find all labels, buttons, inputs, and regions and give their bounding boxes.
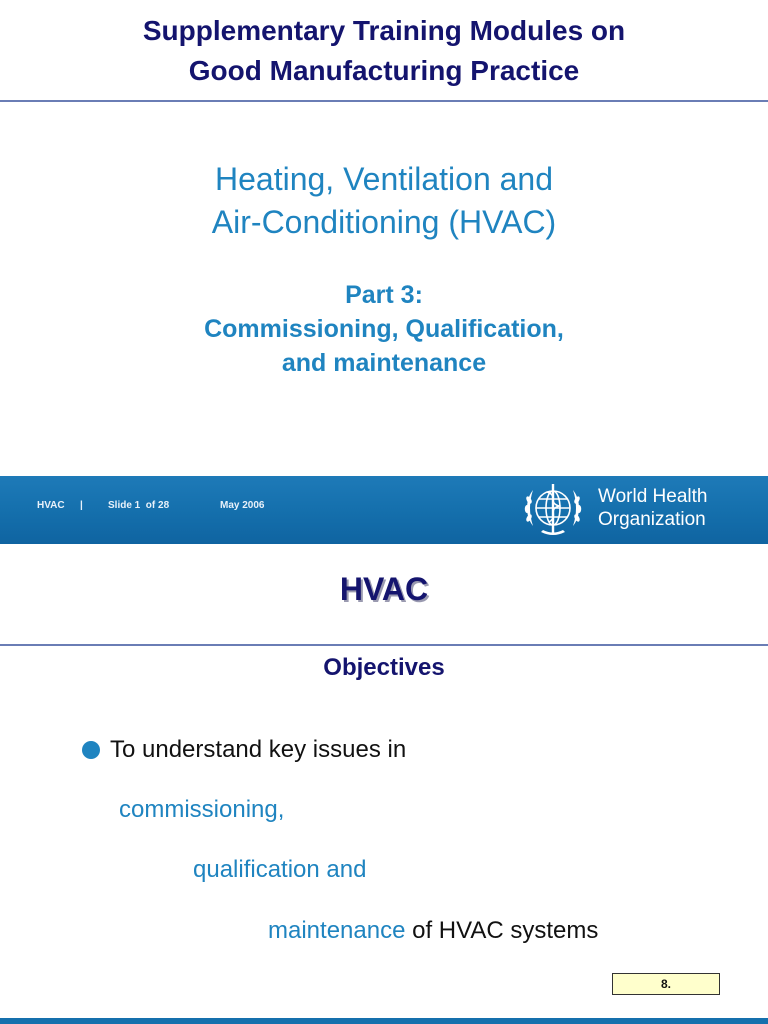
- footer-date: May 2006: [220, 500, 265, 511]
- slide2-heading: Objectives: [323, 654, 445, 681]
- header-divider: [0, 100, 768, 102]
- objective-line-4-highlight: maintenance: [268, 917, 406, 944]
- footer-module: HVAC: [37, 500, 65, 511]
- subtitle-line-2: Commissioning, Qualification,: [204, 315, 564, 343]
- who-organization-name: [598, 485, 707, 531]
- slide1-title: [0, 158, 768, 244]
- who-emblem-icon: [521, 478, 585, 540]
- org-line-1: World Health: [598, 486, 708, 507]
- subtitle-line-1: Part 3:: [345, 281, 423, 309]
- title-line-1: Heating, Ventilation and: [214, 161, 554, 197]
- slide2-title: HVAC: [339, 571, 429, 607]
- slide2-divider: [0, 644, 768, 646]
- footer-slide-number: Slide 1 of 28: [108, 500, 170, 511]
- slide1-header: [0, 0, 768, 100]
- objective-line-1: To understand key issues in: [110, 736, 407, 763]
- slide2-footer-band: [0, 1018, 768, 1024]
- header-line-1: Supplementary Training Modules on: [142, 15, 626, 46]
- title-line-2: Air-Conditioning (HVAC): [211, 204, 557, 240]
- objective-line-4: [268, 916, 598, 946]
- objective-line-4-rest: of HVAC systems: [405, 917, 599, 944]
- header-line-2: Good Manufacturing Practice: [188, 55, 580, 86]
- subtitle-line-3: and maintenance: [281, 349, 487, 377]
- objective-line-2: commissioning,: [119, 796, 285, 823]
- slide1-subtitle: [0, 278, 768, 380]
- footer-separator: |: [80, 500, 83, 511]
- page-number-box: 8.: [612, 973, 720, 995]
- objective-line-3: qualification and: [193, 856, 367, 883]
- bullet-dot-icon: [82, 741, 100, 759]
- org-line-2: Organization: [598, 509, 706, 530]
